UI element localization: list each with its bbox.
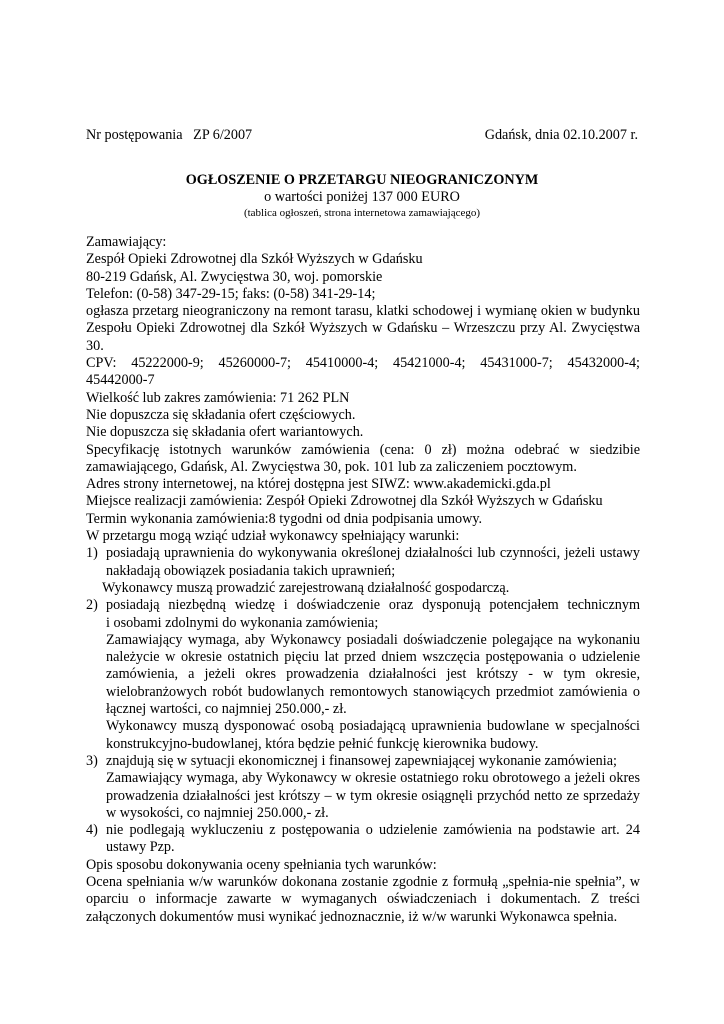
- announcement-body: [86, 234, 640, 926]
- closing-line: oparciu o informacje zawarte w wymaganych oświadczeniach i dokumentach. Z treści: [86, 891, 640, 908]
- condition-detail: Zamawiający wymaga, aby Wykonawcy w okresie ostatniego roku obrotowego a jeżeli okres: [106, 770, 640, 787]
- body-line: Miejsce realizacji zamówienia: Zespół Opieki Zdrowotnej dla Szkół Wyższych w Gdańsku: [86, 493, 603, 510]
- condition-item: [86, 597, 640, 753]
- condition-line: posiadają uprawnienia do wykonywania określonej działalności lub czynności, jeżeli ustawy: [106, 545, 640, 562]
- condition-detail: należycie w okresie ostatnich pięciu lat przed dniem wszczęcia postępowania o udzielenie: [106, 649, 640, 666]
- closing-line: Ocena spełniania w/w warunków dokonana zostanie zgodnie z formułą „spełnia-nie spełnia”, w: [86, 873, 640, 890]
- closing-line: Opis sposobu dokonywania oceny spełniania tych warunków:: [86, 856, 437, 873]
- body-line: Specyfikację istotnych warunków zamówienia (cena: 0 zł) można odebrać w siedzibie: [86, 441, 640, 458]
- condition-line: ustawy Pzp.: [106, 839, 175, 856]
- condition-detail: Wykonawcy muszą prowadzić zarejestrowaną działalność gospodarczą.: [102, 579, 510, 596]
- body-line: Telefon: (0-58) 347-29-15; faks: (0-58) 341-29-14;: [86, 285, 376, 302]
- body-line: Termin wykonania zamówienia:8 tygodni od dnia podpisania umowy.: [86, 510, 483, 527]
- body-line: ogłasza przetarg nieograniczony na remont tarasu, klatki schodowej i wymianę okien w budynku: [86, 303, 640, 320]
- condition-detail: zamówienia, a jeżeli okres prowadzenia działalności jest krótszy - w tym okresie,: [106, 666, 640, 683]
- body-line: 80-219 Gdańsk, Al. Zwycięstwa 30, woj. pomorskie: [86, 268, 383, 285]
- condition-detail: Wykonawcy muszą dysponować osobą posiadającą uprawnienia budowlane w specjalności: [106, 718, 640, 735]
- condition-number: 2): [86, 597, 98, 614]
- announcement-title-block: [0, 171, 724, 220]
- condition-line: posiadają niezbędną wiedzę i doświadczenie oraz dysponują potencjałem technicznym: [106, 597, 640, 614]
- body-line: Zamawiający:: [86, 234, 167, 250]
- body-line: Nie dopuszcza się składania ofert wariantowych.: [86, 424, 364, 441]
- body-line: 30.: [86, 337, 104, 354]
- body-line: Nie dopuszcza się składania ofert częściowych.: [86, 406, 356, 423]
- condition-line: nakładają obowiązek posiadania takich uprawnień;: [106, 562, 396, 579]
- announcement-note: (tablica ogłoszeń, strona internetowa zamawiającego): [243, 207, 481, 219]
- announcement-title: OGŁOSZENIE O PRZETARGU NIEOGRANICZONYM: [185, 172, 539, 188]
- body-line: W przetargu mogą wziąć udział wykonawcy spełniający warunki:: [86, 528, 460, 545]
- body-line: CPV: 45222000-9; 45260000-7; 45410000-4; 45421000-4; 45431000-7; 45432000-4;: [86, 355, 640, 372]
- condition-item: [86, 822, 640, 857]
- condition-number: 3): [86, 752, 98, 769]
- body-line: 45442000-7: [86, 372, 155, 389]
- condition-line: nie podlegają wykluczeniu z postępowania o udzielenie zamówienia na podstawie art. 24: [106, 822, 640, 839]
- condition-item: [86, 753, 640, 822]
- closing-line: załączonych dokumentów musi wynikać jednoznacznie, iż w/w warunki Wykonawca spełnia.: [86, 908, 618, 925]
- condition-detail: Zamawiający wymaga, aby Wykonawcy posiadali doświadczenie polegające na wykonaniu: [106, 631, 640, 648]
- place-and-date: Gdańsk, dnia 02.10.2007 r.: [484, 127, 638, 143]
- body-line: Zespół Opieki Zdrowotnej dla Szkół Wyższych w Gdańsku: [86, 251, 423, 268]
- condition-number: 4): [86, 822, 98, 839]
- condition-detail: wielobranżowych robót budowlanych remontowych stanowiących przedmiot zamówienia o: [106, 683, 640, 700]
- body-line: Adres strony internetowej, na której dostępna jest SIWZ: www.akademicki.gda.pl: [86, 476, 551, 493]
- condition-detail: prowadzenia działalności jest krótszy – w tym okresie osiągnęli przychód netto ze sprzedaży: [106, 787, 640, 804]
- announcement-subtitle: o wartości poniżej 137 000 EURO: [264, 189, 460, 205]
- condition-number: 1): [86, 545, 98, 562]
- condition-detail: konstrukcyjno-budowlanej, która będzie pełnić funkcję kierownika budowy.: [106, 735, 539, 752]
- body-line: Zespołu Opieki Zdrowotnej dla Szkół Wyższych w Gdańsku – Wrzeszczu przy Al. Zwycięstwa: [86, 320, 640, 337]
- body-line: Wielkość lub zakres zamówienia: 71 262 PLN: [86, 389, 350, 406]
- condition-detail: łącznej wartości, co najmniej 250.000,- zł.: [106, 701, 347, 718]
- reference-number: Nr postępowania ZP 6/2007: [86, 127, 253, 143]
- condition-item: [86, 545, 640, 580]
- condition-detail: w wysokości, co najmniej 250.000,- zł.: [106, 804, 329, 821]
- body-line: zamawiającego, Gdańsk, Al. Zwycięstwa 30, pok. 101 lub za zaliczeniem pocztowym.: [86, 458, 577, 475]
- condition-line: znajdują się w sytuacji ekonomicznej i finansowej zapewniającej wykonanie zamówienia;: [106, 752, 617, 769]
- condition-line: i osobami zdolnymi do wykonania zamówienia;: [106, 614, 379, 631]
